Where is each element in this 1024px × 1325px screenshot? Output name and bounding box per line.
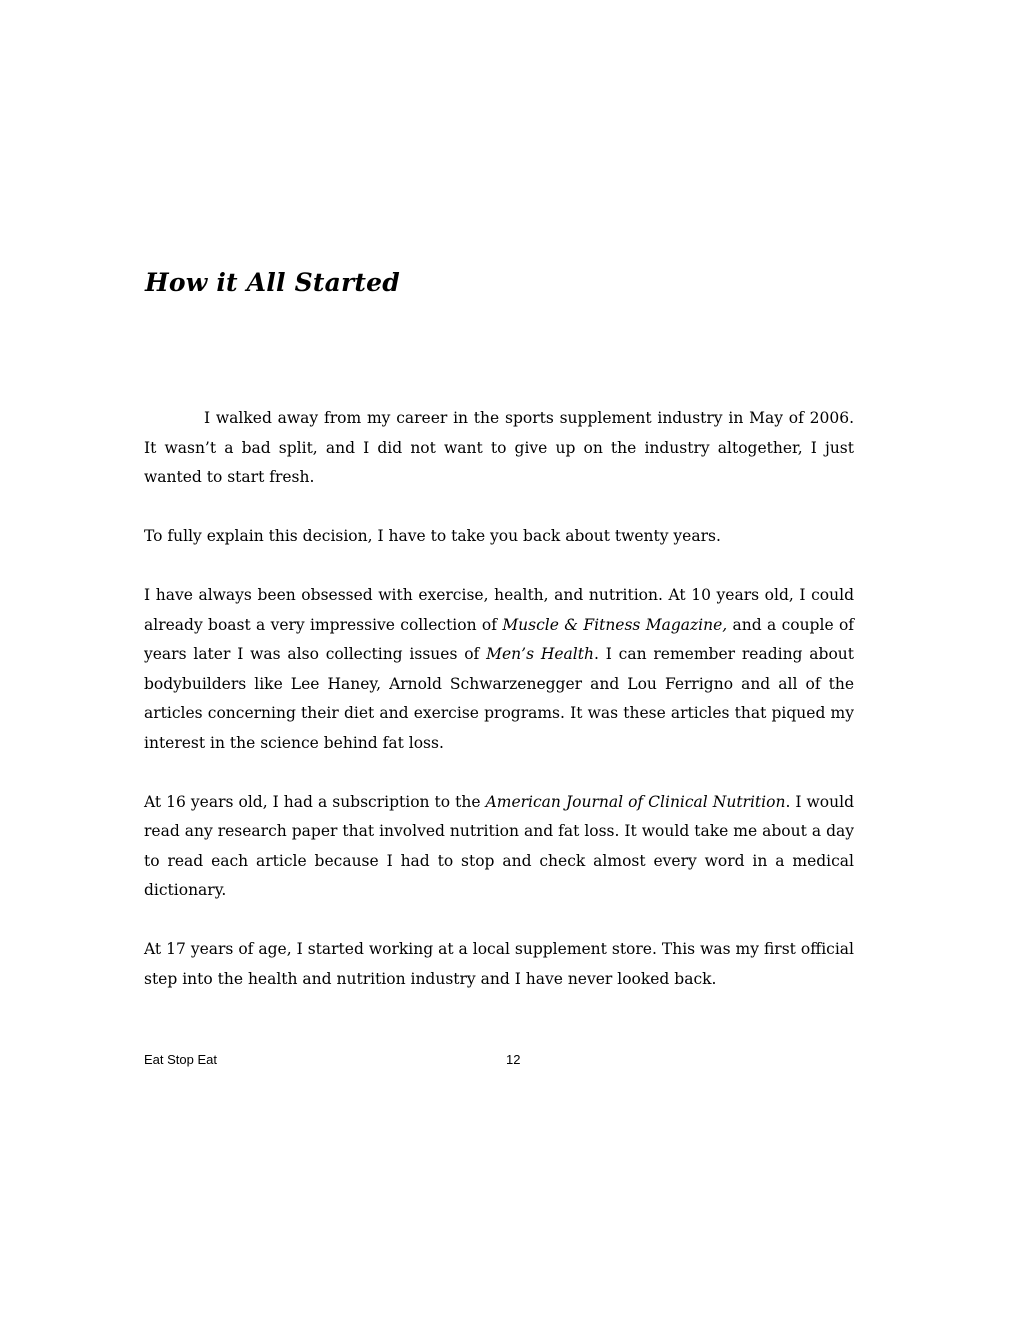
paragraph-text: At 17 years of age, I started working at a local supplement store. This was my first official step into the health and nutrition industry and I have never looked back. [144,940,854,988]
paragraph-text: At 16 years old, I had a subscription to the [144,792,486,811]
body-text [144,404,854,1024]
paragraph-text: To fully explain this decision, I have to take you back about twenty years. [144,527,721,545]
magazine-title-muscle-fitness: Muscle & Fitness Magazine, [502,615,728,634]
paragraph-text: I have always been obsessed with exercise, health, and nutrition. At 10 years old, I could already boast a very impressive collection of [144,586,854,634]
paragraph-obsession [144,581,854,758]
paragraph-text: . I can remember reading about bodybuilders like Lee Haney, Arnold Schwarzenegger and Lou Ferrigno and all of the articles concerning their diet and exercise programs. It was these articles that piqued my interest in the science behind fat loss. [144,645,855,752]
paragraph-subscription [144,788,854,906]
footer-page-number: 12 [506,1052,521,1067]
footer-book-title: Eat Stop Eat [144,1052,217,1067]
paragraph-intro [144,404,854,493]
journal-title: American Journal of Clinical Nutrition [485,792,786,811]
paragraph-decision [144,522,854,552]
paragraph-text: I walked away from my career in the sports supplement industry in May of 2006. It wasn’t a bad split, and I did not want to give up on the industry altogether, I just wanted to start fresh. [144,409,854,486]
paragraph-first-job [144,935,854,994]
paragraph-text: . I would read any research paper that involved nutrition and fat loss. It would take me about a day to read each article because I had to stop and check almost every word in a medical dictionary. [144,792,855,899]
chapter-title: How it All Started [145,268,400,297]
magazine-title-mens-health: Men’s Health [486,645,594,663]
paragraph-text: and a couple of years later I was also collecting issues of [144,615,855,663]
